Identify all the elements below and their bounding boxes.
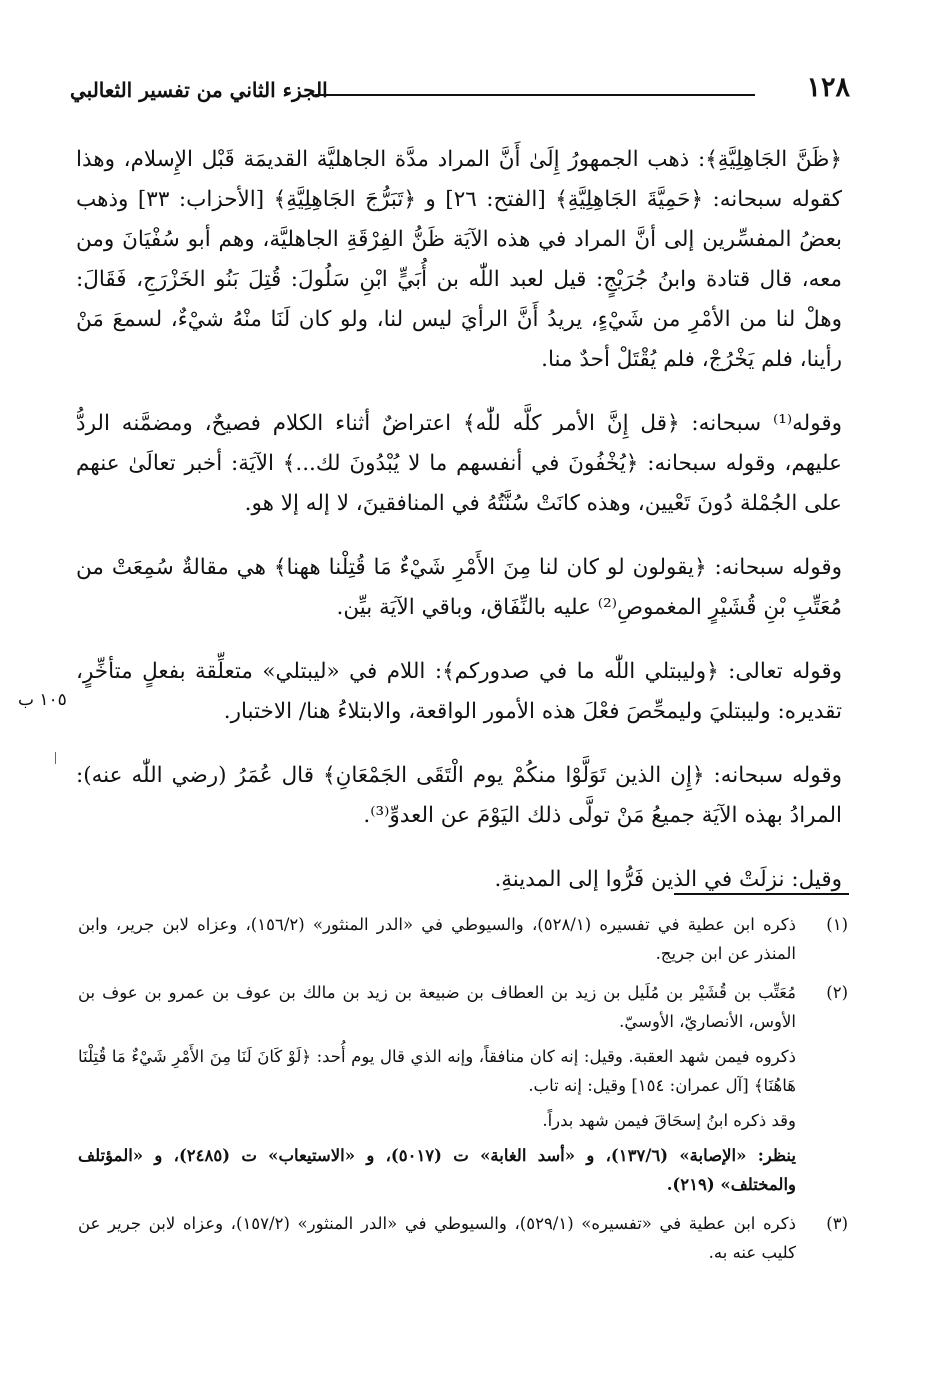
footnotes: [78, 910, 848, 1277]
footnote-text: ينظر: «الإصابة» (١٣٧/٦)، و «أسد الغابة» ت (٥٠١٧)، و «الاستيعاب» ت (٢٤٨٥)، و «المؤتلف والمختلف» (٢١٩).: [78, 1146, 796, 1194]
main-text: [76, 140, 842, 924]
running-title: الجزء الثاني من تفسير الثعالبي: [70, 78, 328, 102]
footnote-number: (٢): [826, 983, 848, 1002]
header-rule: [315, 94, 755, 96]
footnote-separator: [674, 893, 849, 895]
margin-tick: [55, 752, 56, 764]
paragraph-3: وقوله سبحانه: ﴿يقولون لو كان لنا مِنَ الأَمْرِ شَيْءٌ مَا قُتِلْنا ههنا﴾ هي مقالةٌ سُمِعَتْ من مُعَتِّبِ بْنِ قُشَيْرٍ المغموصِ⁽²⁾ عليه بالنِّفَاق، وباقي الآيَة بيِّن.: [76, 555, 842, 620]
footnote-text: وقد ذكره ابنُ إسحَاقَ فيمن شهد بدراً.: [542, 1111, 796, 1130]
folio-marker: ١٠٥ ب: [18, 690, 67, 710]
footnote-2: [78, 978, 848, 1199]
footnote-text: مُعَتِّب بن قُشَيْر بن مُلَيل بن زيد بن العطاف بن ضبيعة بن زيد بن مالك بن عوف بن عمرو بن عوف بن الأوس، الأنصاريّ، الأوسيّ.: [78, 983, 796, 1031]
footnote-text: ذكروه فيمن شهد العقبة. وقيل: إنه كان منافقاً، وإنه الذي قال يوم أُحد: ﴿لَوْ كَانَ لَنَا مِنَ الأَمْرِ شَيْءٌ مَا قُتِلْنَا هَاهُنَا﴾ [آل عمران: ١٥٤] وقيل: إنه تاب.: [78, 1047, 796, 1095]
paragraph-5: وقوله سبحانه: ﴿إِن الذين تَوَلَّوْا منكُمْ يوم الْتَقَى الجَمْعَانِ﴾ قال عُمَرُ (رضي اللّٰه عنه): المرادُ بهذه الآيَة جميعُ مَنْ تولَّى ذلك اليَوْمَ عن العدوِّ⁽³⁾.: [76, 763, 842, 828]
footnote-number: (٣): [826, 1214, 848, 1233]
page-number: ١٢٨: [806, 72, 850, 103]
paragraph-6: وقيل: نزلَتْ في الذين فَرُّوا إلى المدينةِ.: [494, 867, 842, 892]
paragraph-4: وقوله تعالى: ﴿وليبتلي اللّٰه ما في صدوركم﴾: اللام في «ليبتلي» متعلِّقة بفعلٍ متأخِّرٍ، تقديره: وليبتليَ وليمحِّصَ فعْلَ هذه الأمور الواقعة، والابتلاءُ هنا/ الاختبار.: [76, 659, 842, 724]
paragraph-2: وقوله⁽¹⁾ سبحانه: ﴿قل إِنَّ الأمر كلَّه للّٰه﴾ اعتراضٌ أثناء الكلام فصيحٌ، ومضمَّنه الردُّ عليهم، وقوله سبحانه: ﴿يُخْفُونَ في أنفسهم ما لا يُبْدُونَ لك...﴾ الآيَة: أخبر تعالَىٰ عنهم على الجُمْلة دُونَ تَعْيين، وهذه كانَتْ سُنَّتُهُ في المنافقينَ، لا إله إلا هو.: [76, 411, 842, 516]
footnote-text: ذكره ابن عطية في «تفسيره» (٥٢٩/١)، والسيوطي في «الدر المنثور» (١٥٧/٢)، وعزاه لابن جرير عن كليب عنه به.: [78, 1214, 796, 1262]
paragraph-1: ﴿ظَنَّ الجَاهِلِيَّةِ﴾: ذهب الجمهورُ إِلَىٰ أَنَّ المراد مدَّة الجاهليَّة القديمَة قَبْل الإِسلام، وهذا كقوله سبحانه: ﴿حَمِيَّةَ الجَاهِلِيَّةِ﴾ [الفتح: ٢٦] و ﴿تَبَرُّجَ الجَاهِلِيَّةِ﴾ [الأحزاب: ٣٣] وذهب بعضُ المفسِّرين إلى أنَّ المراد في هذه الآيَة ظَنُّ الفِرْقَةِ الجاهليَّة، وهم أبو سُفْيَانَ ومن معه، قال قتادة وابنُ جُرَيْجٍ: قيل لعبد اللّٰه بن أُبَيٍّ ابْنِ سَلُولَ: قُتِلَ بَنُو الخَزْرَجِ، فَقَالَ: وهلْ لنا من الأمْرِ من شَيْءٍ، يريدُ أَنَّ الرأيَ ليس لنا، ولو كان لَنَا منْهُ شيْءٌ، لسمعَ مَنْ رأينا، فلم يَخْرُجْ، فلم يُقْتَلْ أحدٌ منا.: [76, 147, 842, 372]
footnote-number: (١): [826, 915, 848, 934]
page-header: [70, 72, 850, 120]
footnote-text: ذكره ابن عطية في تفسيره (٥٢٨/١)، والسيوطي في «الدر المنثور» (١٥٦/٢)، وعزاه لابن جرير، وابن المنذر عن ابن جريج.: [78, 915, 796, 963]
footnote-3: [78, 1209, 848, 1267]
footnote-1: [78, 910, 848, 968]
